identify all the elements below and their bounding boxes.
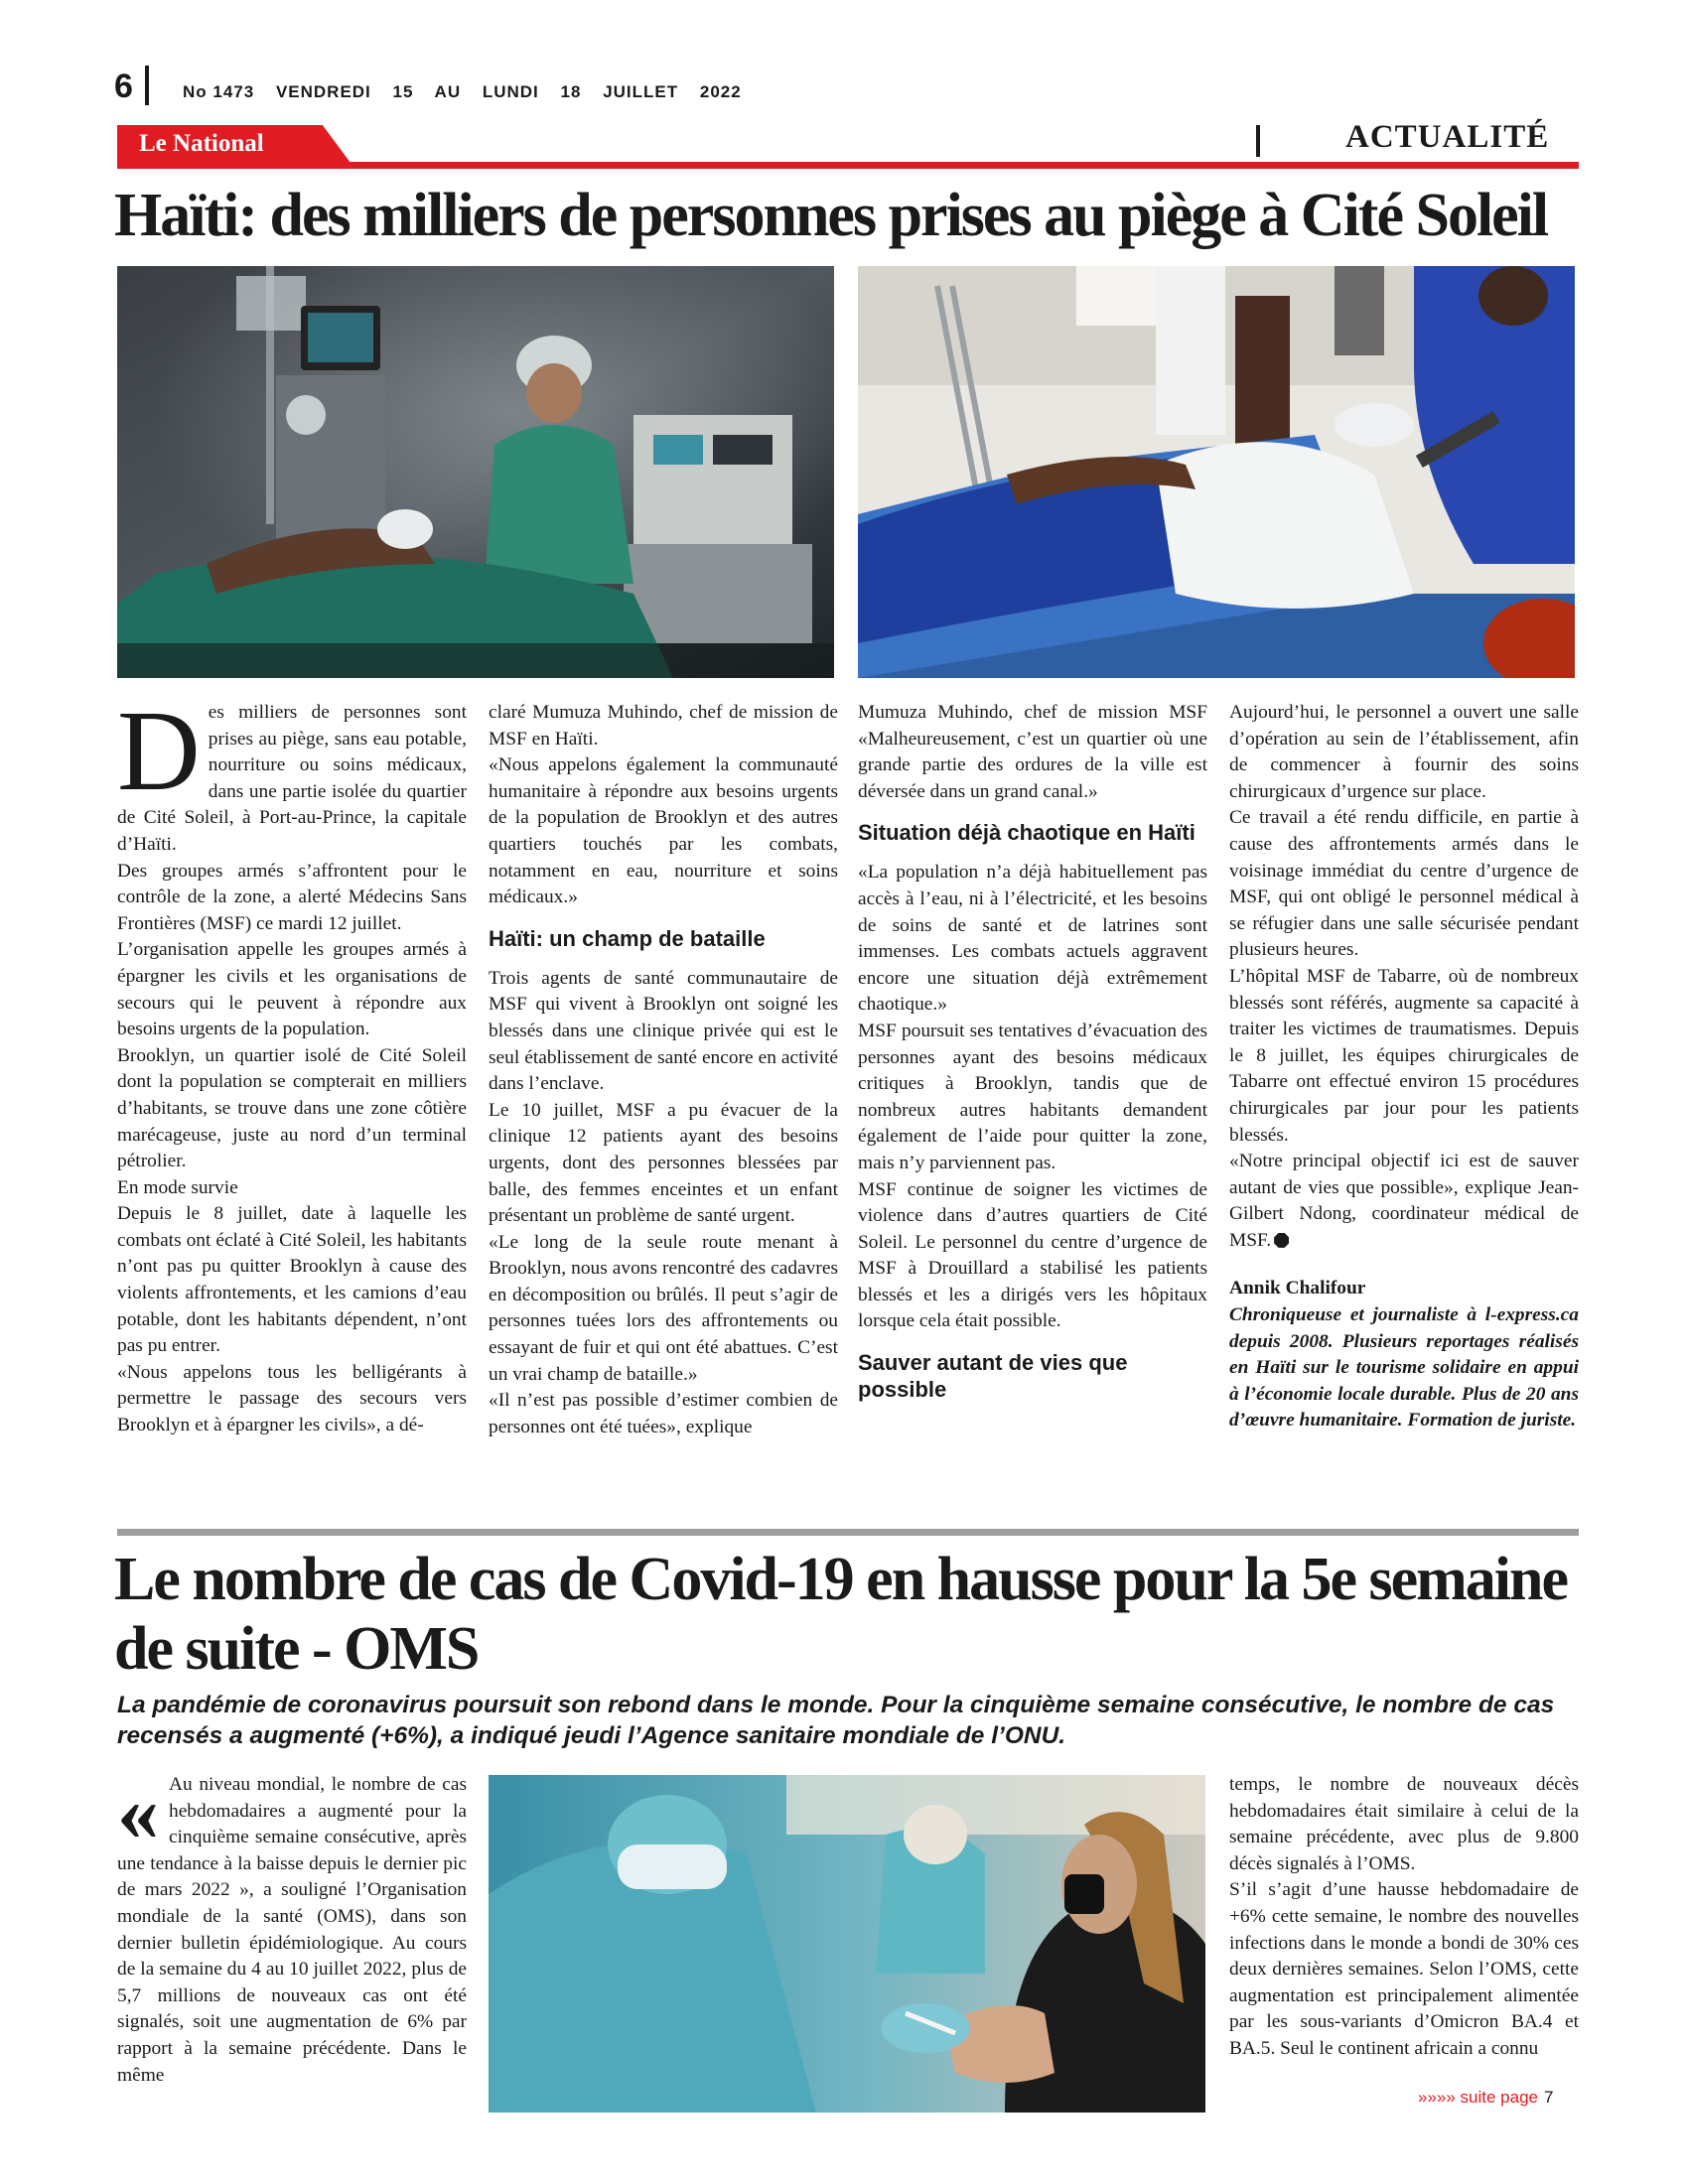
paragraph: «Nous appelons tous les belligérants à permettre le passage des secours vers Brooklyn et à épargner les civils», a dé- — [117, 1361, 467, 1436]
article1-column-2 — [489, 700, 838, 1440]
issue-number: No 1473 — [183, 82, 255, 101]
article1-column-4 — [1229, 700, 1579, 1434]
section-divider — [1256, 125, 1260, 157]
paragraph: Trois agents de santé communautaire de MSF qui vivent à Brooklyn ont soigné les blessés dans une clinique privée qui est le seul établissement de santé encore en activité dans l’enclave. — [489, 967, 838, 1095]
date-part: VENDREDI — [275, 82, 371, 101]
paragraph: «Nous appelons également la communauté humanitaire à répondre aux besoins urgents de la population de Brooklyn et des autres quartiers touchés par les combats, notamment en eau, nourriture et soins médicaux.» — [489, 754, 838, 908]
date-part: LUNDI — [482, 82, 539, 101]
paragraph: L’organisation appelle les groupes armés à épargner les civils et les organisations de secours qui le peuvent à répondre aux besoins urgents de la population. — [117, 939, 467, 1040]
date-part: AU — [434, 82, 462, 101]
author-name: Annik Chalifour — [1229, 1278, 1366, 1299]
article1-column-1 — [117, 688, 467, 1439]
article1-headline: Haïti: des milliers de personnes prises au piège à Cité Soleil — [114, 182, 1548, 249]
page-number-divider — [145, 66, 149, 105]
paragraph: Brooklyn, un quartier isolé de Cité Soleil dont la population se compterait en milliers d’habitants, se trouve dans une zone côtière marécageuse, juste au nord d’un terminal pétrolier. — [117, 1044, 467, 1172]
section-name: ACTUALITÉ — [1345, 119, 1550, 155]
date-part: 18 — [560, 82, 582, 101]
paragraph: MSF poursuit ses tentatives d’évacuation des personnes ayant des besoins médicaux critiques à Brooklyn, tandis que de nombreux autres habitants demandent également de l’aide pour quitter la zone, mais n’y parviennent pas. — [858, 1020, 1207, 1173]
date-part: 2022 — [699, 82, 742, 101]
newspaper-brand: Le National — [139, 130, 264, 157]
paragraph: S’il s’agit d’une hausse hebdomadaire de +6% cette semaine, le nombre des nouvelles infections dans le monde a bondi de 30% ces deux dernières semaines. Selon l’OMS, cette augmentation est principalement alimentée par les sous-variants d’Omicron BA.4 et BA.5. Seul le continent africain a connu — [1229, 1879, 1579, 2059]
paragraph: temps, le nombre de nouveaux décès hebdomadaires était similaire à celui de la semaine précédente, avec plus de 9.800 décès signalés à l’OMS. — [1229, 1774, 1579, 1874]
author-bio: Chroniqueuse et journaliste à l-express.ca depuis 2008. Plusieurs reportages réalisés en Haïti sur le tourisme solidaire en appui à l’économie locale durable. Plus de 20 ans d’œuvre humanitaire. Formation de juriste. — [1229, 1304, 1579, 1432]
paragraph: claré Mumuza Muhindo, chef de mission de MSF en Haïti. — [489, 702, 838, 750]
continued-on-page[interactable] — [1418, 2088, 1553, 2108]
paragraph: Le 10 juillet, MSF a pu évacuer de la clinique 12 patients ayant des besoins urgents, dont des personnes blessées par balle, des femmes enceintes et un enfant présentant un problème de santé urgent. — [489, 1099, 838, 1227]
article2-column-1 — [117, 1766, 467, 2089]
paragraph: Des groupes armés s’affrontent pour le contrôle de la zone, a alerté Médecins Sans Frontières (MSF) ce mardi 12 juillet. — [117, 860, 467, 934]
continued-page-number: 7 — [1544, 2088, 1554, 2107]
subhead: Sauver autant de vies que possible — [858, 1350, 1128, 1403]
vaccination-photo — [489, 1775, 1205, 2113]
paragraph: «Le long de la seule route menant à Brooklyn, nous avons rencontré des cadavres en décomposition ou brûlés. Il peut s’agir de personnes tuées lors des affrontements ou essayant de fuir et qui ont été abattues. C’est un vrai champ de bataille.» — [489, 1231, 838, 1385]
date-part: 15 — [392, 82, 414, 101]
issue-date-line — [183, 82, 758, 102]
header-rule — [117, 162, 1579, 169]
subhead: Haïti: un champ de bataille — [489, 925, 766, 951]
paragraph: «Notre principal objectif ici est de sauver autant de vies que possible», explique Jean-Gilbert Ndong, coordinateur médical de MSF. — [1229, 1151, 1579, 1251]
paragraph: es milliers de personnes sont prises au piège, sans eau potable, nourriture ou soins médicaux, dans une partie isolée du quartier de Cité Soleil, à Port-au-Prince, la capitale d’Haïti. — [117, 702, 467, 855]
paragraph: L’hôpital MSF de Tabarre, où de nombreux blessés sont référés, augmente sa capacité à traiter les victimes de traumatismes. Depuis le 8 juillet, les équipes chirurgicales de Tabarre ont effectué environ 15 procédures chirurgicales par jour pour les patients blessés. — [1229, 965, 1579, 1146]
clinic-patients-photo — [858, 266, 1575, 678]
opening-quote-mark: « — [117, 1766, 159, 1858]
paragraph: Mumuza Muhindo, chef de mission MSF «Malheureusement, c’est un quartier où une grande partie des ordures de la ville est déversée dans un grand canal.» — [858, 702, 1207, 802]
article2-lede: La pandémie de coronavirus poursuit son rebond dans le monde. Pour la cinquième semaine consécutive, le nombre de cas recensés a augmenté (+6%), a indiqué jeudi l’Agence sanitaire mondiale de l’ONU. — [117, 1692, 1555, 1749]
paragraph: Ce travail a été rendu difficile, en partie à cause des affrontements armés dans le voisinage immédiat du centre d’urgence de MSF, qui ont obligé le personnel médical à se réfugier dans une salle sécurisée pendant plusieurs heures. — [1229, 807, 1579, 961]
paragraph: «La population n’a déjà habituellement pas accès à l’eau, ni à l’électricité, et les besoins de soins de santé et de latrines sont immenses. Les combats actuels aggravent encore une situation déjà extrêmement chaotique.» — [858, 862, 1207, 1016]
paragraph: Depuis le 8 juillet, date à laquelle les combats ont éclaté à Cité Soleil, les habitants n’ont pas pu quitter Brooklyn à cause des violents affrontements, et les camions d’eau potable, dont les habitants dépendent, n’ont pas pu entrer. — [117, 1203, 467, 1357]
paragraph: «Il n’est pas possible d’estimer combien de personnes ont été tuées», explique — [489, 1390, 838, 1437]
operating-room-photo — [117, 266, 834, 678]
date-part: JUILLET — [603, 82, 679, 101]
paragraph: MSF continue de soigner les victimes de violence dans d’autres quartiers de Cité Soleil. Le personnel du centre d’urgence de MSF à Drouillard a stabilisé les patients blessés et les a dirigés vers les hôpitaux lorsque cela était possible. — [858, 1178, 1207, 1332]
subhead: Situation déjà chaotique en Haïti — [858, 820, 1196, 846]
end-mark-icon — [1274, 1233, 1289, 1248]
paragraph: Aujourd’hui, le personnel a ouvert une salle d’opération au sein de l’établissement, afin de commencer à fournir des soins chirurgicaux d’urgence sur place. — [1229, 702, 1579, 802]
article-separator — [117, 1529, 1579, 1536]
continued-label: »»»» suite page — [1418, 2088, 1538, 2107]
page-number: 6 — [114, 68, 133, 105]
inline-subhead: En mode survie — [117, 1176, 238, 1198]
paragraph: Au niveau mondial, le nombre de cas hebdomadaires a augmenté pour la cinquième semaine consécutive, après une tendance à la baisse depuis le dernier pic de mars 2022 », a souligné l’Organisation mondiale de la santé (OMS), dans son dernier bulletin épidémiologique. Au cours de la semaine du 4 au 10 juillet 2022, plus de 5,7 millions de nouveaux cas ont été signalés, soit une augmentation de 6% par rapport à la semaine précédente. Dans le même — [117, 1774, 467, 2086]
dropcap: D — [117, 688, 201, 815]
article2-column-3 — [1229, 1772, 1579, 2063]
article1-column-3 — [858, 700, 1207, 1417]
article2-headline: Le nombre de cas de Covid-19 en hausse pour la 5e semaine de suite - OMS — [114, 1546, 1568, 1683]
